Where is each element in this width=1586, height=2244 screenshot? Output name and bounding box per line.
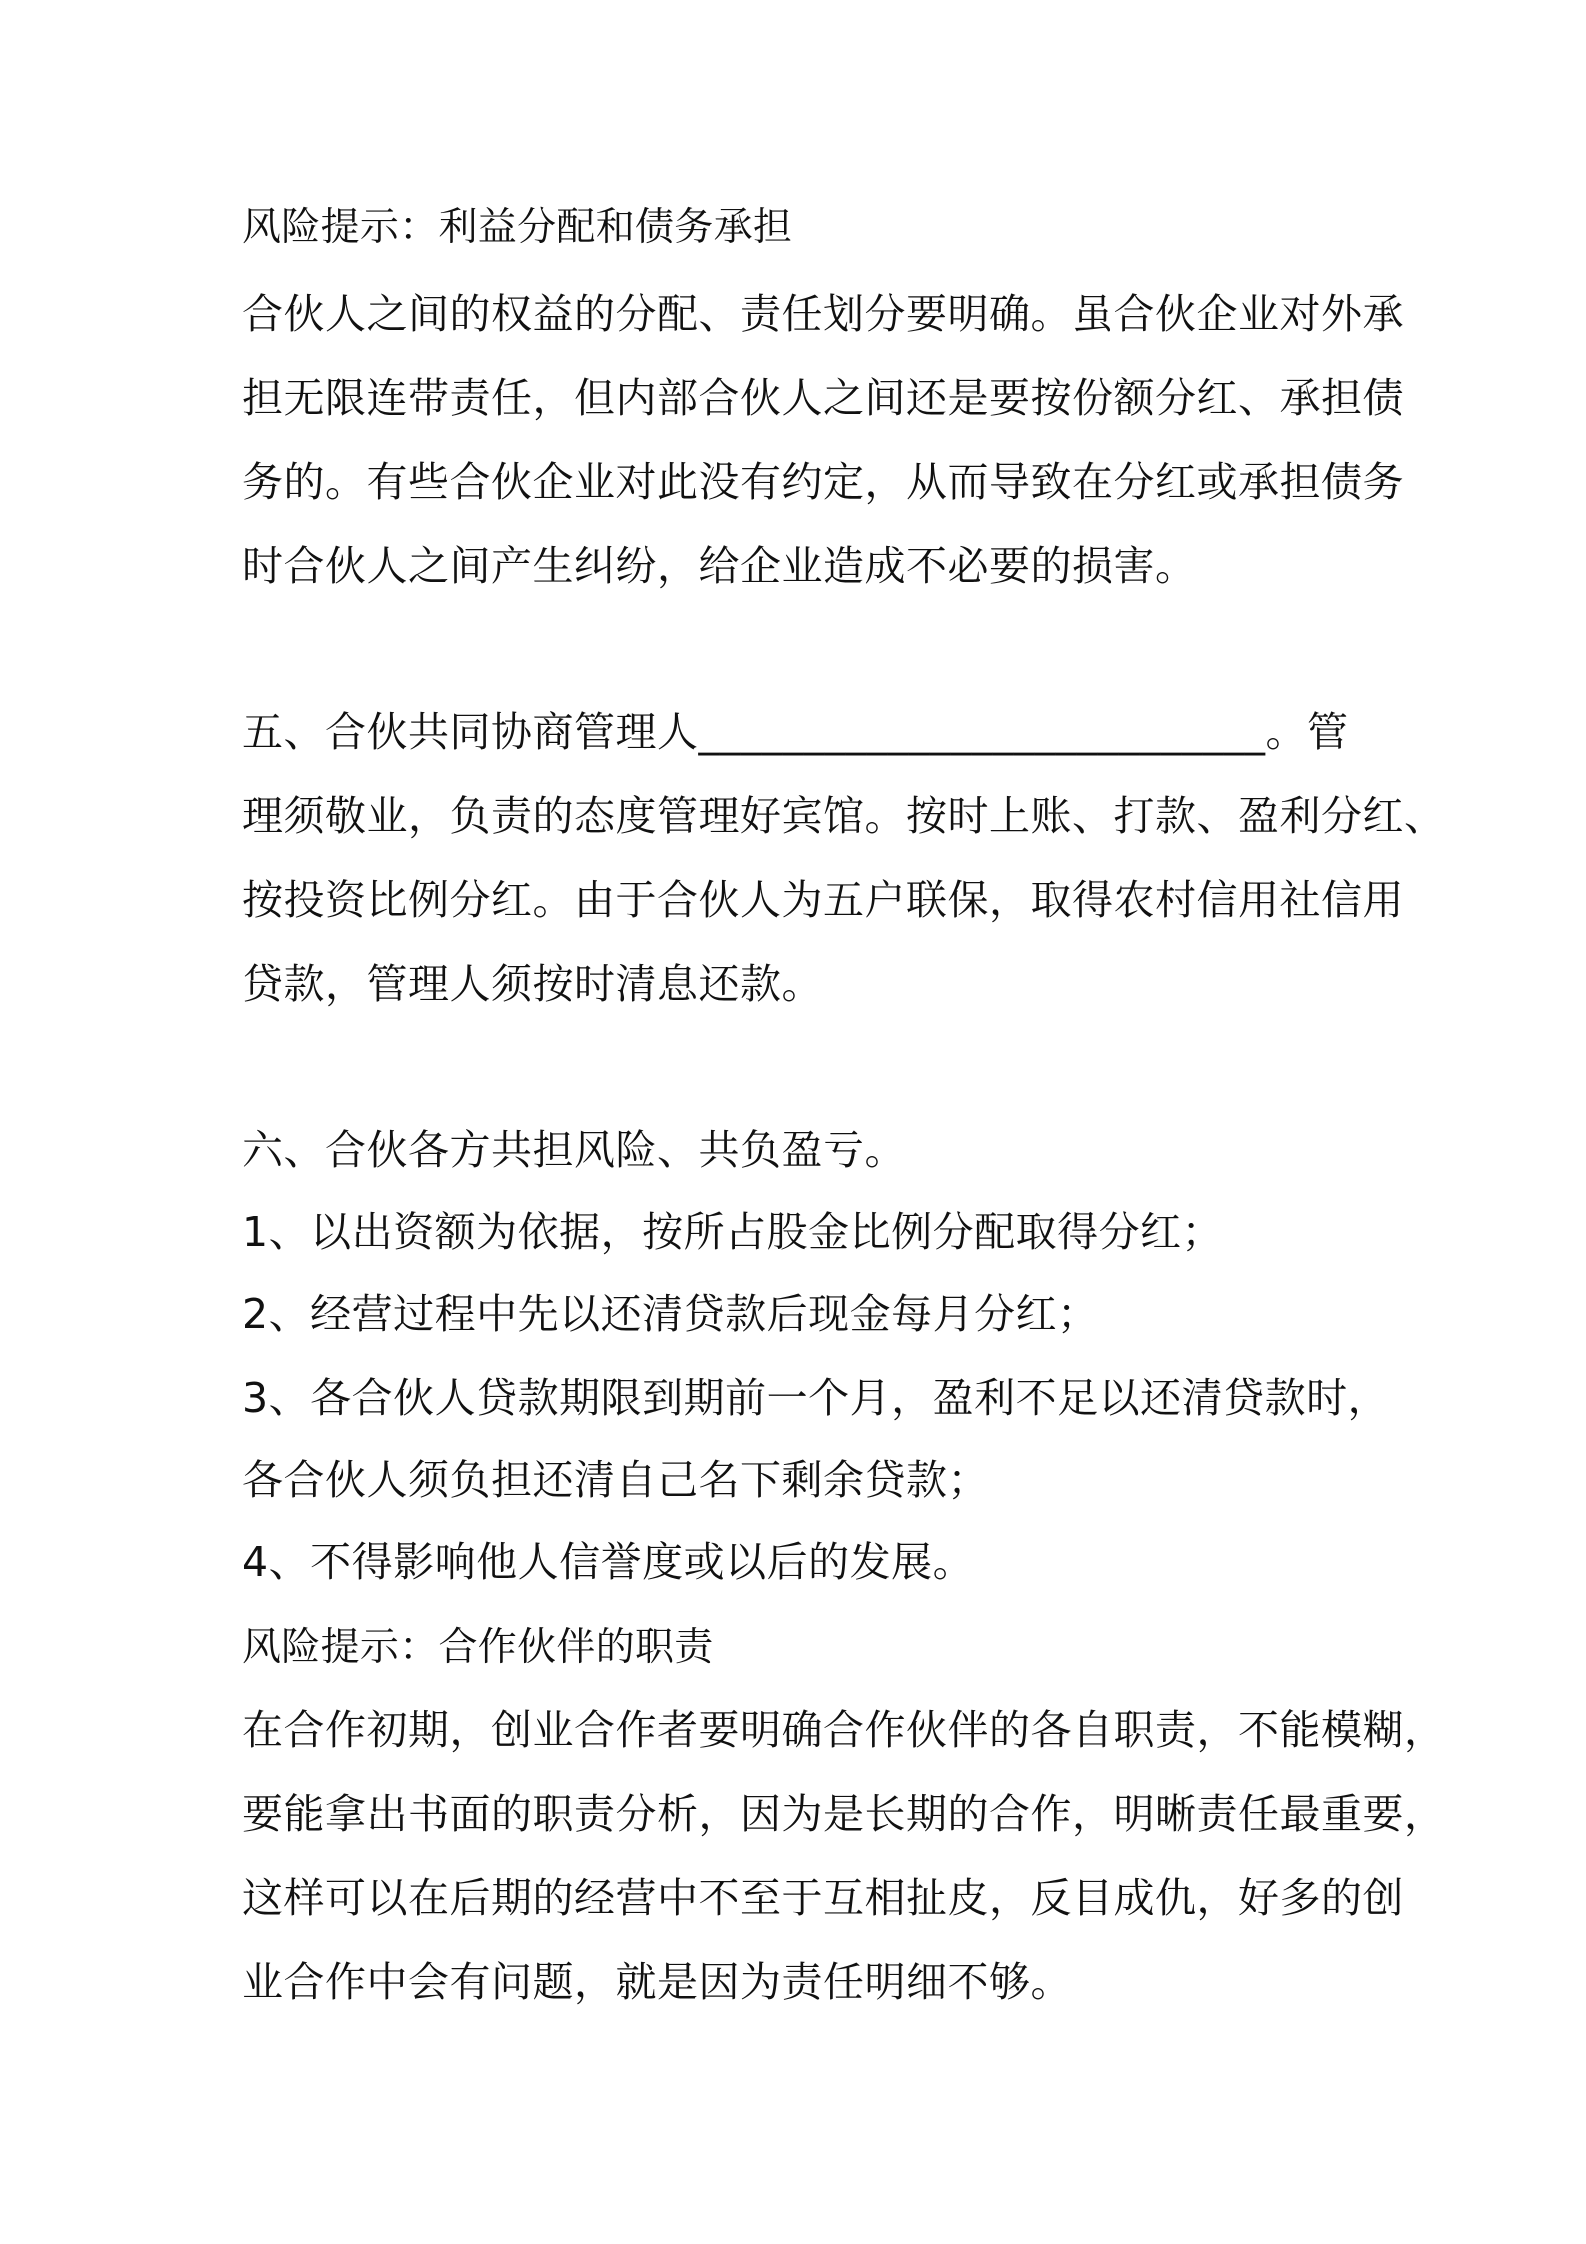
- paragraph-line: 担无限连带责任，但内部合伙人之间还是要按份额分红、承担债: [242, 374, 1404, 422]
- paragraph-line: 理须敬业，负责的态度管理好宾馆。按时上账、打款、盈利分红、: [242, 792, 1446, 840]
- paragraph-line: 务的。有些合伙企业对此没有约定，从而导致在分红或承担债务: [242, 458, 1404, 506]
- paragraph-line: 按投资比例分红。由于合伙人为五户联保，取得农村信用社信用: [242, 876, 1404, 924]
- list-item-3-continued: 各合伙人须负担还清自己名下剩余贷款；: [242, 1456, 989, 1504]
- list-item-2: 2、经营过程中先以还清贷款后现金每月分红；: [242, 1290, 1099, 1338]
- paragraph-line: 合伙人之间的权益的分配、责任划分要明确。虽合伙企业对外承: [242, 290, 1404, 338]
- paragraph-line: 要能拿出书面的职责分析，因为是长期的合作，明晰责任最重要，: [242, 1790, 1446, 1838]
- risk-tip-heading-profit: 风险提示：利益分配和债务承担: [242, 205, 793, 250]
- list-item-3: 3、各合伙人贷款期限到期前一个月，盈利不足以还清贷款时，: [242, 1374, 1390, 1422]
- paragraph-line: 这样可以在后期的经营中不至于互相扯皮，反目成仇，好多的创: [242, 1874, 1404, 1922]
- paragraph-line: 时合伙人之间产生纠纷，给企业造成不必要的损害。: [242, 542, 1197, 590]
- risk-tip-heading-partner: 风险提示：合作伙伴的职责: [242, 1625, 714, 1670]
- paragraph-line: 业合作中会有问题，就是因为责任明细不够。: [242, 1958, 1072, 2006]
- paragraph-line: 贷款，管理人须按时清息还款。: [242, 960, 823, 1008]
- paragraph-line: 在合作初期，创业合作者要明确合作伙伴的各自职责，不能模糊，: [242, 1706, 1446, 1754]
- section-five-line: 五、合伙共同协商管理人___________________________。管: [242, 708, 1349, 756]
- list-item-4: 4、不得影响他人信誉度或以后的发展。: [242, 1538, 975, 1586]
- section-six-heading: 六、合伙各方共担风险、共负盈亏。: [242, 1126, 906, 1174]
- list-item-1: 1、以出资额为依据，按所占股金比例分配取得分红；: [242, 1208, 1224, 1256]
